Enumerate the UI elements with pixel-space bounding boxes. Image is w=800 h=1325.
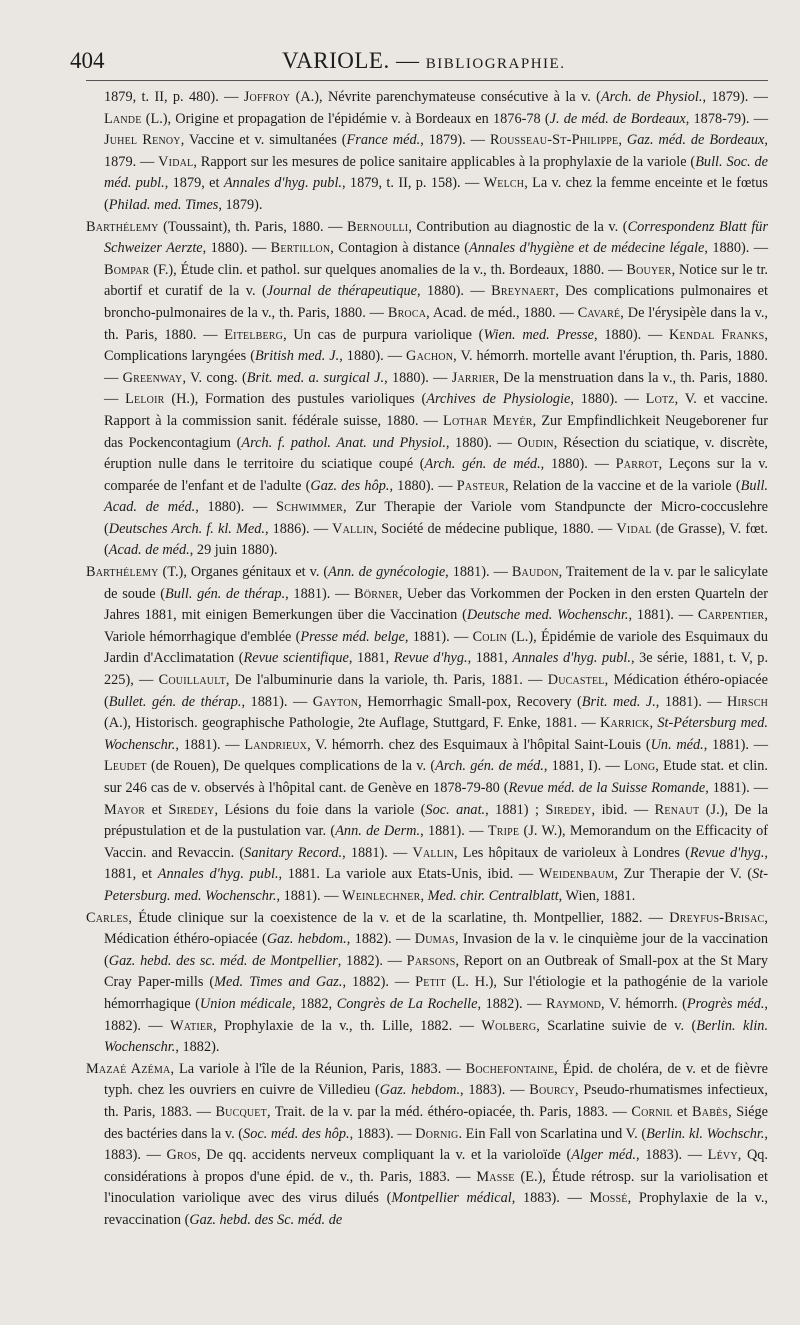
citation-text: , Rapport sur les mesures de police sanitaire applicables à la prophylaxie de la variole ( [193,153,696,170]
citation-text: , 1881). — [276,887,342,904]
citation-text: , 1881, et [104,844,768,883]
bibliography-paragraph [86,562,768,908]
citation-text: , 1883). — [349,1125,416,1142]
citation-text: , [420,887,428,904]
citation-text: , Des complications pulmonaires et broncho-pulmonaires de la v., th. Paris, 1880. — [104,283,768,321]
work-title: Presse méd. belge [300,628,405,645]
citation-text: , La v. chez la femme enceinte et le fœtus ( [104,175,768,213]
citation-text: , 1881). — [420,823,488,840]
author-name: Karrick [600,715,650,732]
citation-text: , 1881, I). — [543,758,625,775]
author-name: Bucquet [215,1103,267,1120]
work-title: Deutsche med. Wochenschr. [466,607,629,624]
work-title: Montpellier médical [391,1190,512,1207]
author-name: Joffroy [243,89,291,105]
citation-text: (de Rouen), De quelques complications de la v. ( [146,758,436,775]
citation-text: , 1883). — [511,1190,590,1207]
author-name: Vallin [412,844,454,861]
work-title: Bull. Soc. de méd. publ. [104,153,768,192]
author-name: Gros [166,1147,198,1164]
bibliography-paragraph [86,908,768,1059]
work-title: Annales d'hygiène et de médecine légale [468,240,705,257]
bibliography-paragraph [86,1059,768,1232]
work-title: Gaz. méd. de Bordeaux [626,132,765,149]
author-name: Bouyer [626,261,672,278]
citation-text: (J.), De la prépustulation et de la pustulation var. ( [104,801,768,840]
citation-text: , 1882). — [104,995,768,1034]
author-name: Gayton [312,693,359,710]
work-title: Med. Times and Gaz. [214,974,343,991]
work-title: Med. chir. Centralblatt [427,887,559,904]
work-title: Ann. de Derm. [335,823,421,840]
author-name: Parrot [615,456,659,473]
citation-text: , Un cas de purpura variolique ( [283,326,484,343]
citation-text: (T.), Organes génitaux et v. ( [158,564,329,581]
citation-text: , Traitement de la v. par le salicylate de soude ( [104,564,768,602]
citation-text: , 1882). [175,1039,220,1056]
author-name: Tripe [487,823,520,840]
work-title: Ann. de gynécologie [328,564,446,581]
citation-text: , 1881). — [241,693,313,710]
citation-text: , 1882). — [337,952,407,969]
citation-text: , Prophylaxie de la v., revaccination ( [104,1190,768,1228]
work-title: Bull. Acad. de méd. [104,477,768,516]
citation-text: , 1880). — [704,240,769,257]
citation-text: , 1879). — [702,89,768,105]
author-name: Lévy [707,1147,738,1164]
citation-text: , 1880). — [540,456,616,473]
work-title: Progrès méd. [686,995,765,1012]
work-title: Gaz. hebd. des Sc. méd. de [189,1211,343,1228]
work-title: Journal de thérapeutique [266,283,418,300]
author-name: Mayor [104,801,146,818]
section-title: BIBLIOGRAPHIE. [425,56,566,72]
citation-text: , 1881). — [703,736,769,753]
author-name: Lotz [645,391,675,408]
work-title: Arch. gén. de méd. [424,456,541,473]
citation-text: , Résection du sciatique, v. discrète, éruption nulle dans le territoire du sciatique coupé ( [104,434,768,473]
bibliography-paragraph [86,217,768,563]
author-name: Masse [476,1168,515,1185]
citation-text: , Contagion à distance ( [330,240,469,257]
author-name: Leudet [104,758,147,775]
citation-text: , 1881, [467,650,513,667]
citation-text: , 1878-79). — [685,110,768,127]
author-name: Bourcy [529,1082,575,1099]
author-name: Juhel Renoy [104,132,181,149]
author-name: Greenway [122,369,183,386]
citation-text: (L. H.), Sur l'étiologie et la pathogénie de la variole hémorrhagique ( [104,974,769,1012]
work-title: Bull. gén. de thérap. [165,585,286,602]
work-title: Gaz. hebdom. [266,931,347,948]
author-name: Gachon [406,348,454,365]
citation-text: , Scarlatine suivie de v. ( [536,1017,697,1034]
work-title: Brit. med. a. surgical J. [246,369,385,386]
citation-text: , Qq. considérations à propos d'une épid. de v., th. Paris, 1883. — [104,1147,769,1185]
work-title: Berlin. klin. Wochenschr. [104,1017,769,1056]
author-name: Bertillon [270,240,331,257]
page-number: 404 [70,48,105,73]
work-title: Revue scientifique [243,650,349,667]
citation-text: , 29 juin 1880). [189,542,278,559]
work-title: France méd. [346,132,421,149]
citation-text: , Ueber das Vorkommen der Pocken in den ersten Quarteln der Jahres 1881, mit einigen Bemerkungen über die Vaccination ( [104,585,768,624]
citation-text: (Toussaint), th. Paris, 1880. — [158,218,348,235]
work-title: Annales d'hyg. publ. [512,650,631,667]
citation-text: (de Grasse), V. fœt. ( [104,520,768,559]
author-name: Schwimmer [276,499,344,516]
author-name: Pasteur [456,477,505,494]
author-name: Hirsch [727,693,768,710]
work-title: J. de méd. de Bordeaux [549,110,686,127]
work-title: Deutsches Arch. f. kl. Med. [108,520,265,537]
author-name: Welch [483,175,525,192]
citation-text: , Wien, 1881. [558,887,636,904]
work-title: Revue méd. de la Suisse Romande [508,780,706,796]
author-name: Jarrier [451,369,496,386]
citation-text: , Siége des bactéries dans la v. ( [104,1103,769,1142]
author-name: Barthélemy [86,564,159,581]
citation-text: , 1881). — [404,628,473,645]
work-title: Arch. de Physiol. [600,89,703,105]
citation-text: , 1880). — [339,348,407,365]
work-title: Gaz. hebd. des sc. méd. de Montpellier [108,952,338,969]
citation-text: , 1883). — [104,1125,768,1164]
citation-text: , Épid. de choléra, de v. et de fièvre typh. chez les ouvriers en cuivre de Villedieu ( [104,1060,768,1099]
citation-text: , 1879. — [104,132,768,170]
citation-text: , 1880). — [389,477,457,494]
citation-text: , Pseudo-rhumatismes infectieux, th. Paris, 1883. — [104,1082,769,1120]
citation-text: , 1882). — [346,931,415,948]
work-title: St-Petersburg. med. Wochenschr. [104,866,768,904]
citation-text: (E.), Étude rétrosp. sur la variolisation et l'inoculation variolique avec des virus dilués ( [104,1168,769,1207]
work-title: Arch. f. pathol. Anat. und Physiol. [241,434,446,451]
citation-text: , Médication éthéro-opiacée ( [104,672,768,710]
work-title: Correspondenz Blatt für Schweizer Aerzte [104,218,769,257]
citation-text: , 3e série, 1881, t. V, p. 225), — [104,650,769,689]
citation-text: , Relation de la vaccine et de la variole ( [505,477,741,494]
work-title: Gaz. des hôp. [310,477,390,494]
work-title: Wien. med. Presse [483,326,595,343]
work-title: Archives de Physiologie [426,391,571,408]
citation-text: , De l'albuminurie dans la variole, th. Paris, 1881. — [225,672,548,689]
citation-text: , 1883). — [636,1147,708,1164]
author-name: Babès [692,1103,729,1120]
citation-text: , V. hémorrh. mortelle avant l'éruption, th. Paris, 1880. — [104,348,768,386]
author-name: Landrieux [244,736,308,753]
citation-text: , Acad. de méd., 1880. — [426,304,578,321]
citation-text: , 1881). — [175,736,245,753]
author-name: Leloir [125,391,165,408]
citation-text: , Médication éthéro-opiacée ( [104,909,768,948]
work-title: Bullet. gén. de thérap. [108,693,242,710]
author-name: Baudon [511,564,559,581]
author-name: Dumas [414,931,455,948]
author-name: Cornil [631,1103,673,1120]
citation-text: , V. hémorrh. ( [601,995,687,1012]
citation-text: , Variole hémorrhagique d'emblée ( [104,607,768,645]
author-name: Long [624,758,656,775]
citation-text: , La variole à l'île de la Réunion, Paris, 1883. — [170,1060,466,1077]
author-name: Mazaé Azéma [86,1060,171,1077]
citation-text: , 1881). — [628,607,698,624]
work-title: Alger méd. [571,1147,636,1164]
author-name: Ducastel [547,672,605,689]
citation-text: , 1881). — [705,780,768,796]
citation-text: , ibid. — [591,801,655,818]
citation-text: (J. W.), Memorandum on the Efficacity of Vaccin. and Revaccin. ( [104,823,768,861]
citation-text: (A.), Névrite parenchymateuse consécutive à la v. ( [290,89,601,105]
chapter-title: VARIOLE. [282,48,390,73]
citation-text: , Étude clinique sur la coexistence de la v. et de la scarlatine, th. Montpellier, 1882. — [128,909,670,926]
work-title: Un. méd. [650,736,704,753]
citation-text: , 1880). — [445,434,518,451]
author-name: Lothar Meyér [443,412,533,429]
citation-text: (L.), Origine et propagation de l'épidémie v. à Bordeaux en 1876-78 ( [141,110,550,127]
citation-text: , Vaccine et v. simultanées ( [180,132,347,149]
work-title: Annales d'hyg. publ. [223,175,342,192]
work-title: British med. J. [254,348,340,365]
author-name: Watier [170,1017,214,1034]
citation-text: , Trait. de la v. par la méd. éthéro-opiacée, th. Paris, 1883. — [266,1103,632,1120]
author-name: Parsons [406,952,456,969]
citation-text: , Leçons sur la v. comparée de l'enfant et de l'adulte ( [104,456,768,494]
author-name: Dreyfus-Brisac [669,909,765,926]
work-title: Revue d'hyg. [393,650,468,667]
author-name: Renaut [654,801,700,818]
work-title: Berlin. kl. Wochschr. [646,1125,765,1142]
citation-text: , 1879). [218,196,263,213]
author-name: Mossé [589,1190,628,1207]
citation-text: et [145,801,169,818]
bibliography-body [86,87,768,1231]
author-name: Vidal [616,520,652,537]
author-name: Vidal [158,153,194,170]
author-name: Börner [354,585,399,602]
citation-text: (H.), Formation des pustules varioliques ( [164,391,427,408]
citation-text: , 1879). — [420,132,490,149]
citation-text: , 1881) ; [485,801,546,818]
citation-text: (A.), Historisch. geographische Pathologie, 2te Auflage, Stuttgard, F. Enke, 1881. — [104,715,601,732]
author-name: Weidenbaum [538,866,615,883]
author-name: Dornig [415,1125,459,1142]
citation-text: , Prophylaxie de la v., th. Lille, 1882. — [213,1017,482,1034]
author-name: Carpentier [697,607,765,624]
citation-text: , Lésions du foie dans la variole ( [214,801,426,818]
citation-text: , 1882, [291,995,337,1012]
citation-text: , 1880). — [594,326,670,343]
citation-text: , Contribution au diagnostic de la v. ( [408,218,628,235]
citation-text: 1879, t. II, p. 480). — [104,89,244,105]
citation-text: , V. et vaccine. Rapport à la commission sanit. fédérale suisse, 1880. — [104,391,769,429]
citation-text: , 1881, [348,650,394,667]
author-name: Breynaert [491,283,556,300]
citation-text: , 1883). — [460,1082,530,1099]
bibliography-paragraph [86,87,768,217]
citation-text: . Ein Fall von Scarlatina und V. ( [458,1125,647,1142]
citation-text: , 1880). — [417,283,492,300]
author-name: Siredey [168,801,215,818]
running-header [70,44,768,81]
author-name: Oudin [517,434,554,451]
work-title: Congrès de La Rochelle [336,995,478,1012]
author-name: Barthélemy [86,218,159,235]
author-name: Bernoulli [347,218,409,235]
citation-text: , Hemorrhagic Small-pox, Recovery ( [358,693,582,710]
work-title: Philad. med. Times [108,196,219,213]
citation-text: , 1881). — [445,564,512,581]
citation-text: (F.), Étude clin. et pathol. sur quelques anomalies de la v., th. Bordeaux, 1880. — [149,261,627,278]
author-name: Weinlechner [342,887,421,904]
citation-text: , Invasion de la v. le cinquième jour de la vaccination ( [104,931,768,969]
citation-text: , De qq. accidents nerveux compliquant la v. et la varioloïde ( [197,1147,572,1164]
citation-text: , V. hémorrh. chez des Esquimaux à l'hôpital Saint-Louis ( [307,736,651,753]
author-name: Carles [86,909,129,926]
citation-text: , De l'érysipèle dans la v., th. Paris, 1880. — [104,304,768,343]
citation-text: , 1880). — [195,499,277,516]
citation-text: , [649,715,658,732]
citation-text: , Zur Therapie der Variole vom Standpuncte der Micro-coccuslehre ( [104,499,769,537]
author-name: Rousseau-St-Philippe [489,132,619,149]
author-name: Wolberg [481,1017,537,1034]
citation-text: , 1882). — [342,974,416,991]
citation-text: , 1880). — [384,369,452,386]
citation-text: , [618,132,627,149]
citation-text: , Notice sur le tr. abortif et curatif de la v. ( [104,261,768,300]
author-name: Petit [415,974,446,991]
work-title: Annales d'hyg. publ. [157,866,279,883]
work-title: Soc. méd. des hôp. [243,1125,350,1142]
work-title: Brit. med. J. [581,693,656,710]
citation-text: , V. cong. ( [182,369,247,386]
citation-text: , 1880). — [570,391,646,408]
author-name: Couillault [158,672,226,689]
work-title: St-Pétersburg med. Wochenschr. [104,715,768,753]
work-title: Acad. de méd. [108,542,190,559]
author-name: Siredey [545,801,592,818]
work-title: Sanitary Record. [244,844,343,861]
citation-text: , 1881). — [655,693,728,710]
citation-text: , De la menstruation dans la v., th. Paris, 1880. — [104,369,768,408]
author-name: Cavaré [577,304,621,321]
citation-text: , Etude stat. et clin. sur 246 cas de v. observés à l'hôpital cant. de Genève en 1878-79-80 ( [104,758,768,796]
citation-text: , Société de médecine publique, 1880. — [373,520,617,537]
citation-text: , Complications laryngées ( [104,326,768,365]
author-name: Colin [472,628,507,645]
citation-text: , 1881. La variole aux Etats-Unis, ibid. — [278,866,539,883]
work-title: Gaz. hebdom. [379,1082,461,1099]
running-title [282,48,565,74]
citation-text: , 1886). — [264,520,333,537]
author-name: Eitelberg [224,326,284,343]
author-name: Raymond [546,995,602,1012]
work-title: Soc. anat. [425,801,486,818]
work-title: Union médicale [199,995,292,1012]
work-title: Arch. gén. de méd. [435,758,544,775]
citation-text: , Zur Therapie der V. ( [614,866,753,883]
citation-text: , 1879, t. II, p. 158). — [342,175,484,192]
author-name: Kendal Franks [669,326,765,343]
work-title: Revue d'hyg. [689,844,765,861]
citation-text: et [672,1103,693,1120]
author-name: Broca [387,304,427,321]
citation-text: , 1881). — [342,844,413,861]
citation-text: , Zur Empfindlichkeit Neugeborener fur das Pockencontagium ( [104,412,768,451]
citation-text: , Les hôpitaux de varioleux à Londres ( [453,844,690,861]
citation-text: , 1881). — [285,585,355,602]
title-dash: — [395,48,420,73]
citation-text: , Report on an Outbreak of Small-pox at the St Mary Cray Paper-mills ( [104,952,768,991]
citation-text: , 1879, et [164,175,224,192]
author-name: Bompar [104,261,150,278]
author-name: Vallin [332,520,374,537]
citation-text: , 1882). — [477,995,547,1012]
author-name: Lande [104,110,142,127]
citation-text: (L.), Épidémie de variole des Esquimaux du Jardin d'Acclimatation ( [104,628,768,667]
author-name: Bochefontaine [465,1060,555,1077]
citation-text: , 1880). — [202,240,271,257]
